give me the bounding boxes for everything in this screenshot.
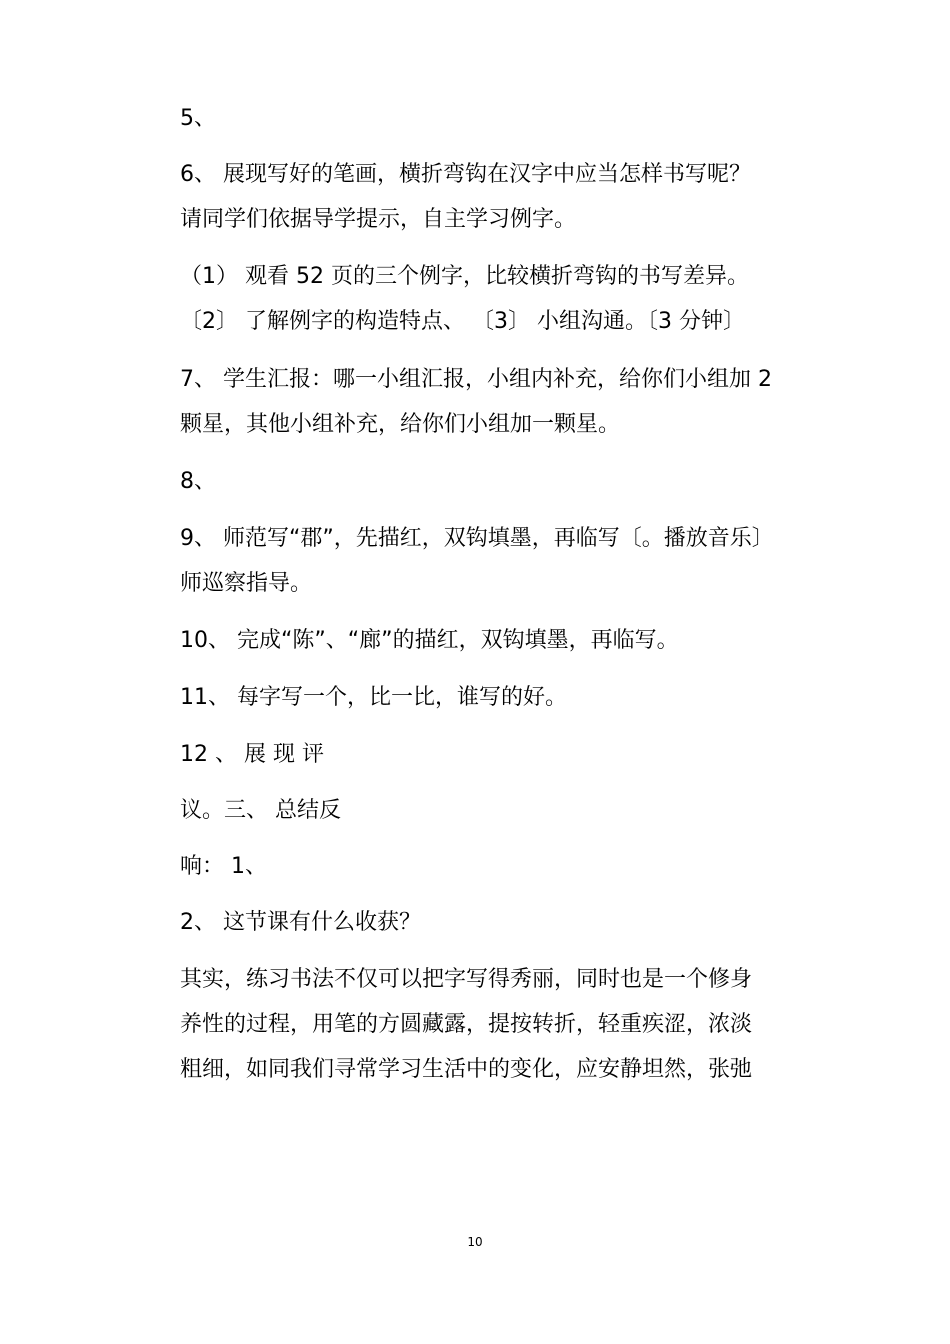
sub-item-1-line: （1） 观看 52 页的三个例字，比较横折弯钩的书写差异。 — [180, 264, 749, 289]
sub-items-2-3-line: 〔2〕 了解例字的构造特点、 〔3〕 小组沟通。〔3 分钟〕 — [180, 309, 745, 334]
closing-paragraph-line-1: 其实，练习书法不仅可以把字写得秀丽，同时也是一个修身 — [180, 967, 753, 992]
summary-item-1-line: 响： 1、 — [180, 854, 267, 879]
step-7-line: 7、 学生汇报：哪一小组汇报，小组内补充，给你们小组加 2 — [180, 367, 772, 392]
closing-paragraph-line-2: 养性的过程，用笔的方圆藏露，提按转折，轻重疾涩，浓淡 — [180, 1012, 753, 1037]
step-6-continuation: 请同学们依据导学提示，自主学习例字。 — [180, 207, 577, 232]
step-9-line: 9、 师范写“郡”，先描红，双钩填墨，再临写〔。播放音乐〕 — [180, 526, 774, 551]
step-8-line: 8、 — [180, 469, 216, 494]
summary-item-2-line: 2、 这节课有什么收获？ — [180, 910, 421, 935]
closing-paragraph-line-3: 粗细，如同我们寻常学习生活中的变化，应安静坦然，张弛 — [180, 1057, 753, 1082]
step-11-line: 11、 每字写一个，比一比，谁写的好。 — [180, 685, 567, 710]
step-10-line: 10、 完成“陈”、“廊”的描红，双钩填墨，再临写。 — [180, 628, 679, 653]
page-number: 10 — [467, 1235, 483, 1249]
section-3-heading-line: 议。三、 总结反 — [180, 798, 341, 823]
step-5-line: 5、 — [180, 106, 216, 131]
step-7-continuation: 颗星，其他小组补充，给你们小组加一颗星。 — [180, 412, 621, 437]
step-9-continuation: 师巡察指导。 — [180, 571, 313, 596]
step-12-line: 12 、 展 现 评 — [180, 742, 324, 767]
step-6-line: 6、 展现写好的笔画，横折弯钩在汉字中应当怎样书写呢？ — [180, 162, 751, 187]
